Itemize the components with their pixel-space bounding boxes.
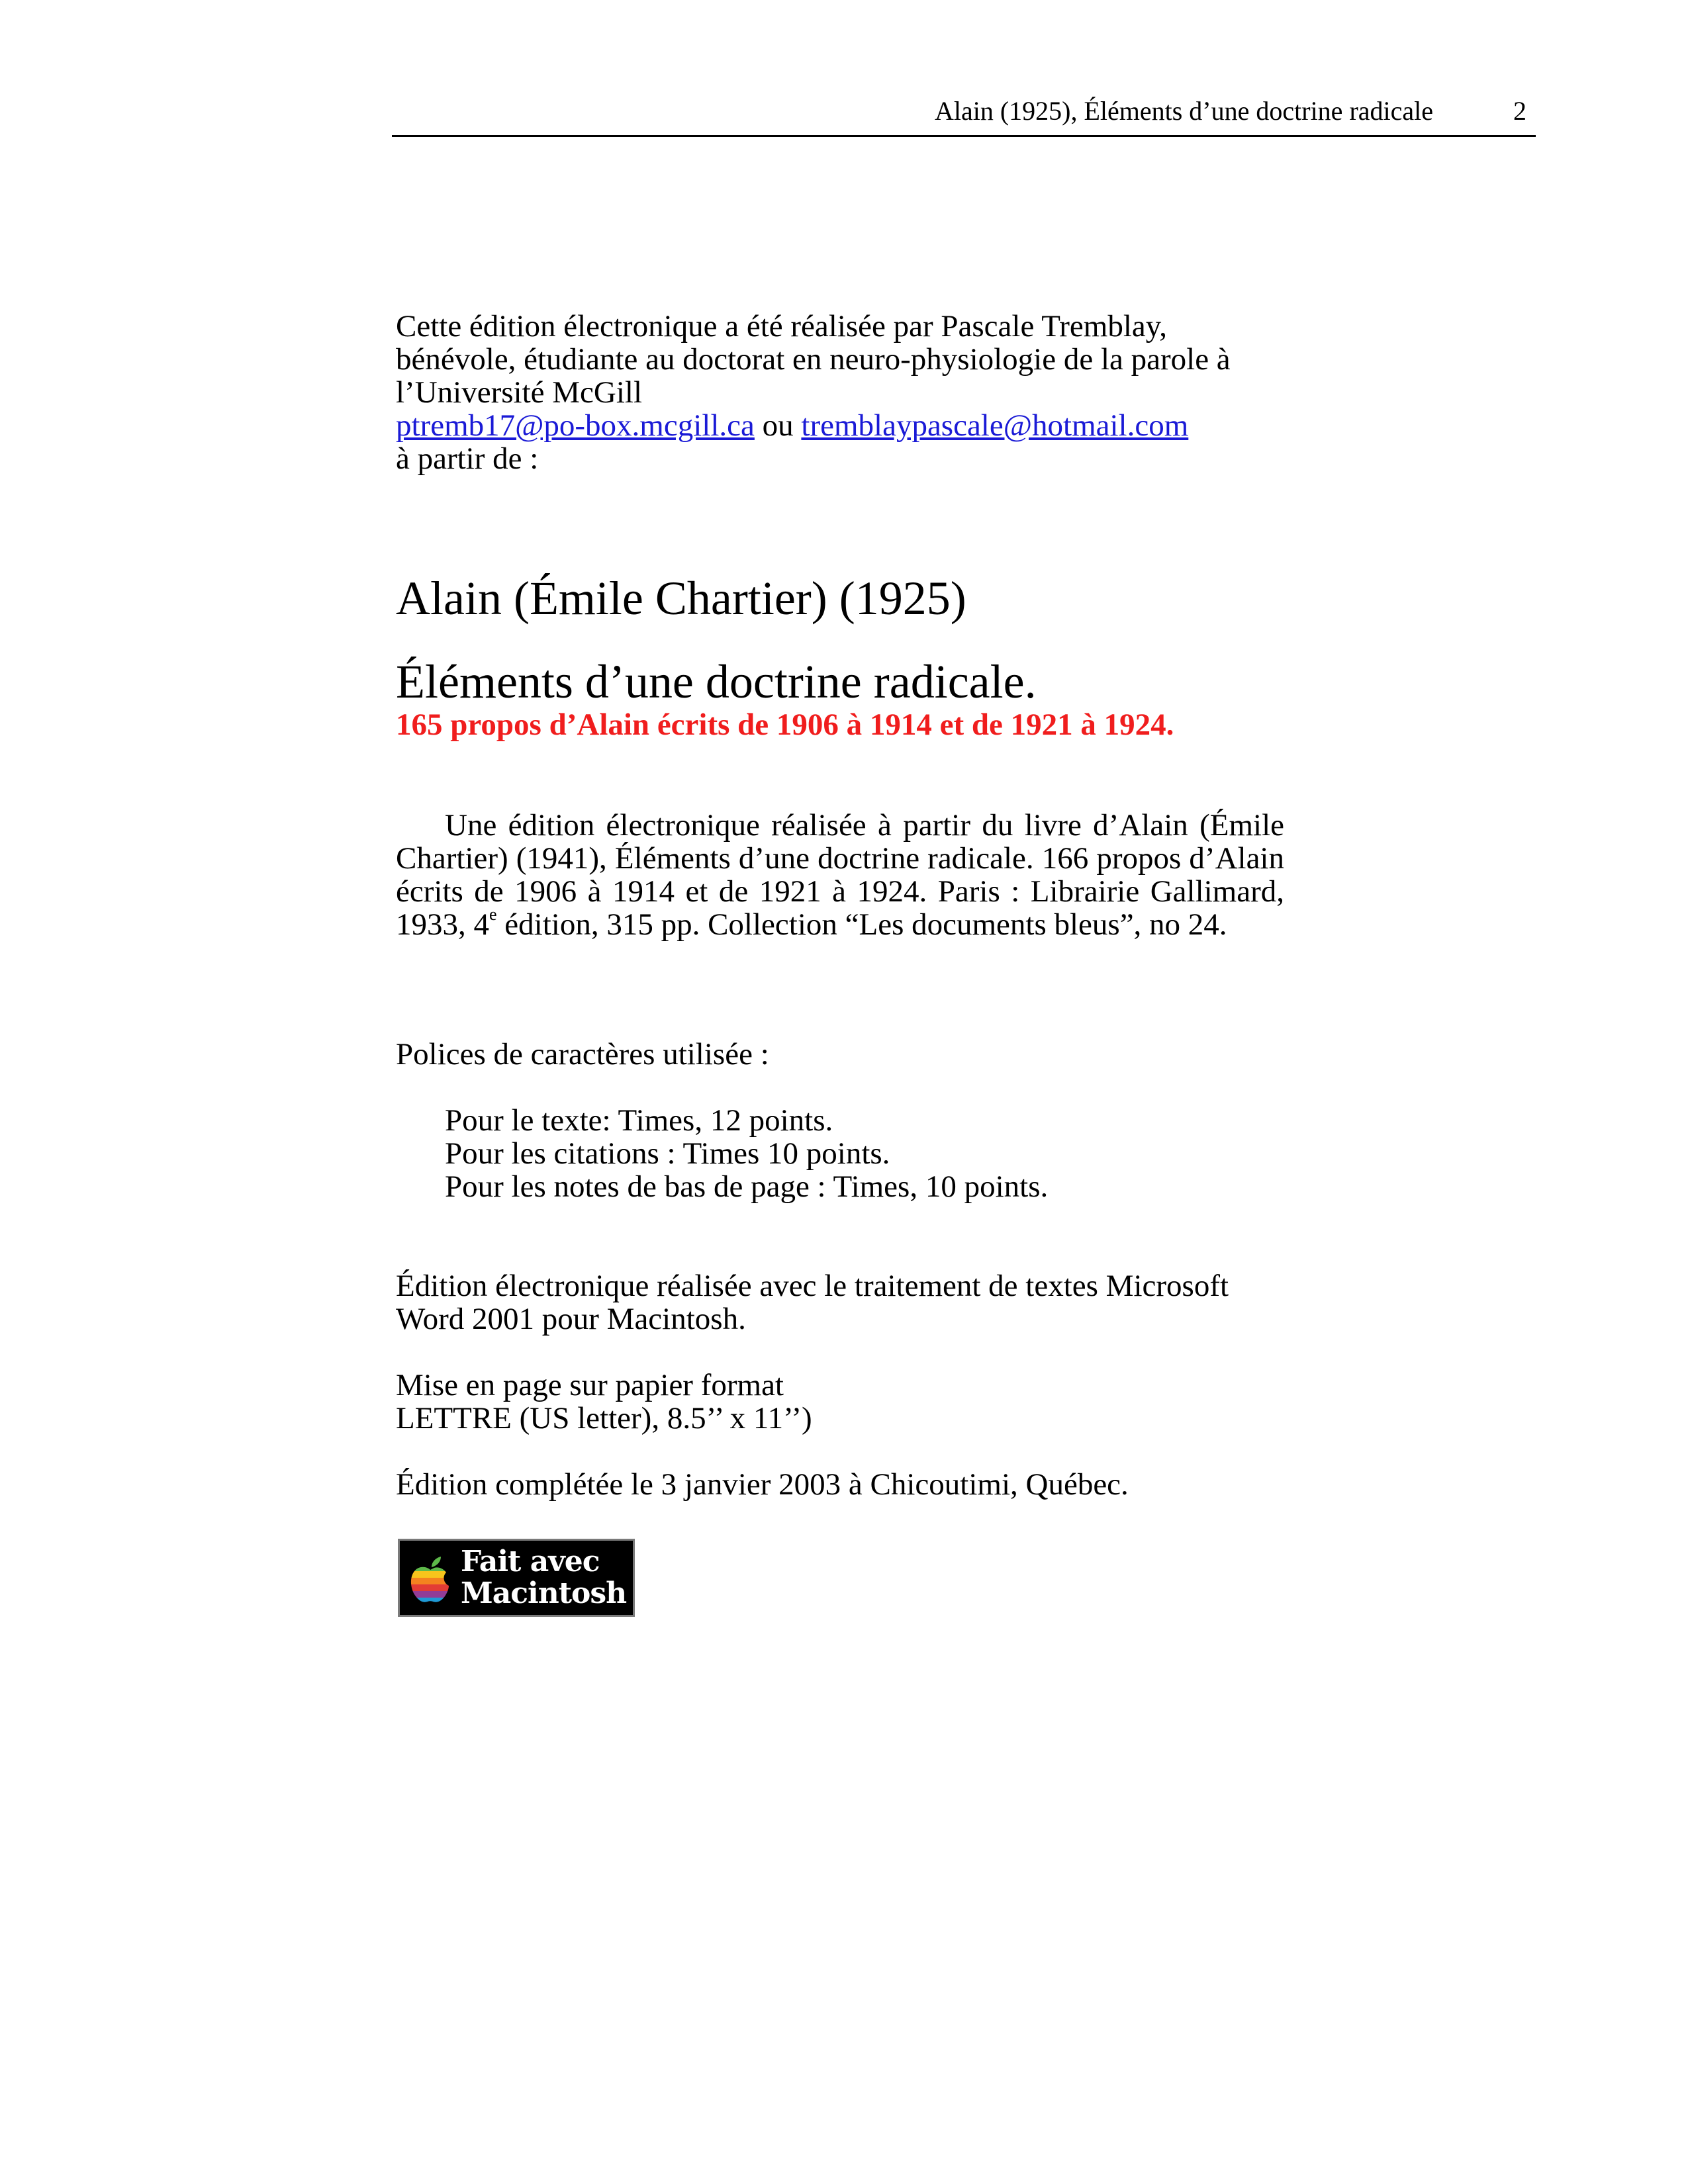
credits-contact-line — [396, 409, 1284, 442]
header-title: Alain (1925), Éléments d’une doctrine radicale — [934, 96, 1433, 126]
email-link-hotmail[interactable]: tremblaypascale@hotmail.com — [801, 408, 1189, 443]
book-subtitle: 165 propos d’Alain écrits de 1906 à 1914 et de 1921 à 1924. — [396, 707, 1174, 742]
layout-note-line: Mise en page sur papier format — [396, 1368, 784, 1402]
edition-note — [396, 1269, 1284, 1336]
credits-line: bénévole, étudiante au doctorat en neuro-physiologie de la parole à — [396, 342, 1231, 377]
edition-note-line: Édition électronique réalisée avec le traitement de textes Microsoft — [396, 1269, 1229, 1303]
running-header — [392, 93, 1536, 137]
book-title: Éléments d’une doctrine radicale. — [396, 655, 1037, 708]
page-number: 2 — [1513, 96, 1526, 126]
completion-note: Édition complétée le 3 janvier 2003 à Chicoutimi, Québec. — [396, 1467, 1129, 1502]
author-line: Alain (Émile Chartier) (1925) — [396, 572, 966, 625]
font-list-item: Pour les notes de bas de page : Times, 10 points. — [445, 1169, 1049, 1204]
description-text: Une édition électronique réalisée à partir du livre d’Alain (Émile Chartier) (1941), Éléments d’une doctrine radicale. 166 propos d’Alain écrits de 1906 à 1914 et de 1921 à 1924. Paris : Librairie Gallimard, 1933, 4 — [396, 808, 1284, 942]
description-paragraph — [396, 809, 1284, 941]
fonts-heading: Polices de caractères utilisée : — [396, 1037, 769, 1071]
font-list — [445, 1104, 1048, 1203]
apple-icon — [406, 1555, 454, 1609]
layout-note-line: LETTRE (US letter), 8.5’’ x 11’’) — [396, 1401, 812, 1435]
edition-note-line: Word 2001 pour Macintosh. — [396, 1302, 746, 1336]
credits-line: Cette édition électronique a été réalisée par Pascale Tremblay, — [396, 309, 1167, 343]
credits-block — [396, 310, 1284, 475]
font-list-item: Pour le texte: Times, 12 points. — [445, 1103, 833, 1138]
font-list-item: Pour les citations : Times 10 points. — [445, 1136, 890, 1171]
badge-line-1: Fait avec — [461, 1545, 600, 1578]
badge-text — [461, 1546, 626, 1610]
made-with-macintosh-badge — [398, 1539, 635, 1617]
email-link-mcgill[interactable]: ptremb17@po-box.mcgill.ca — [396, 408, 755, 443]
or-text: ou — [754, 408, 802, 443]
from-text: à partir de : — [396, 441, 539, 476]
layout-note — [396, 1369, 1284, 1435]
credits-line: l’Université McGill — [396, 375, 643, 410]
description-text-end: édition, 315 pp. Collection “Les documents bleus”, no 24. — [496, 907, 1227, 942]
badge-line-2: Macintosh — [461, 1576, 627, 1610]
edition-superscript: e — [489, 905, 497, 924]
